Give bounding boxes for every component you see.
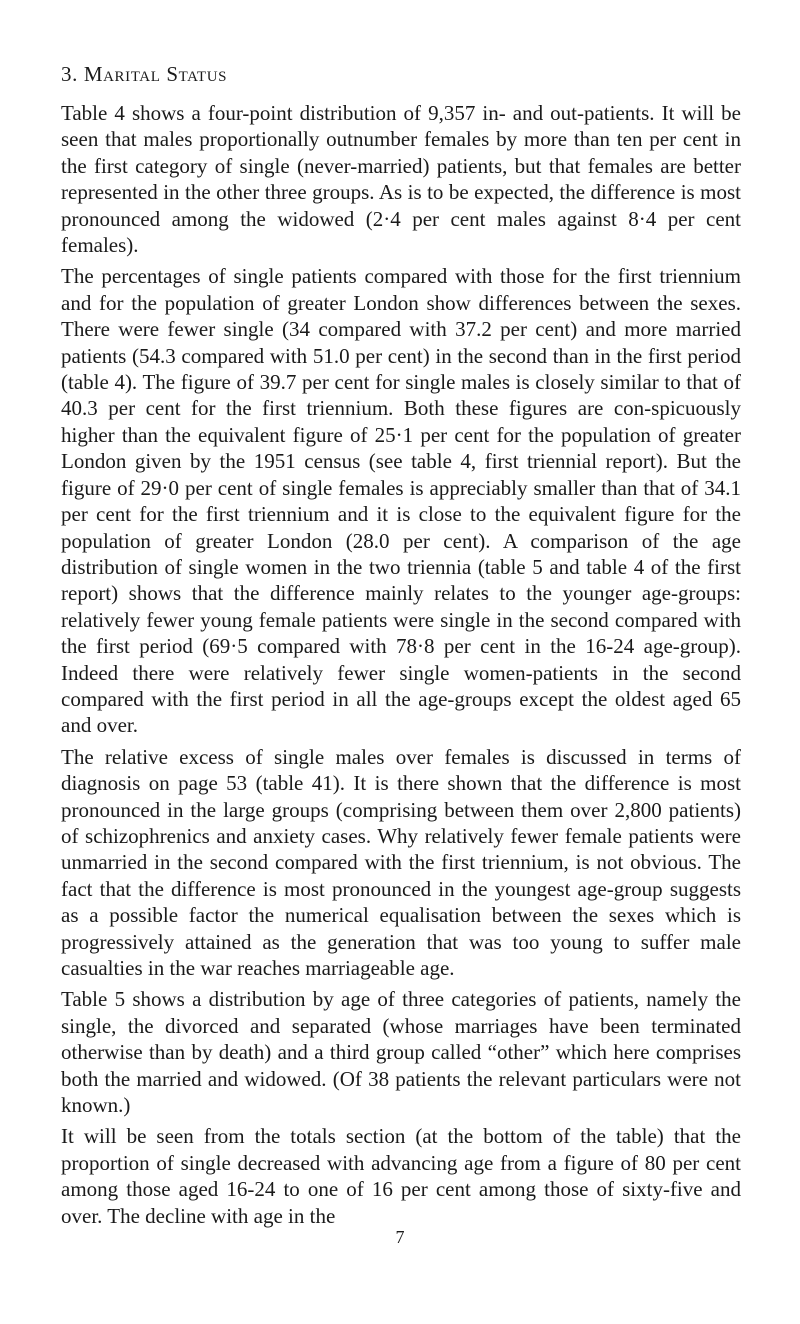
paragraph-excess-single-males: The relative excess of single males over females is discussed in terms of diagnosis on page 53 (table 41). It is there shown that the difference is most pronounced in the large groups (comprising between them over 2,800 patients) of schizophrenics and anxiety cases. Why relatively fewer female patients were unmarried in the second compared with the first triennium, is not obvious. The fact that the difference is most pronounced in the youngest age-group suggests as a possible factor the numerical equalisation between the sexes which is progressively attained as the generation that was too young to suffer male casualties in the war reaches marriageable age. [61,744,741,980]
paragraph-totals-section: It will be seen from the totals section (at the bottom of the table) that the proportion of single decreased with advancing age from a figure of 80 per cent among those aged 16-24 to one of 16 per cent among those of sixty-five and over. The decline with age in the [61,1124,741,1228]
page-number: 7 [395,1227,405,1247]
section-heading [61,62,741,86]
section-title: Marital Status [83,62,228,86]
paragraph-table4-distribution: Table 4 shows a four-point distribution of 9,357 in- and out-patients. It will be seen that males proportionally outnumber females by more than ten per cent in the first category of single (never-married) patients, but that females are better represented in the other three groups. As is to be expected, the difference is most pronounced among the widowed (2·4 per cent males against 8·4 per cent females). [61,101,741,258]
page-body [61,62,741,1234]
paragraph-table5-distribution: Table 5 shows a distribution by age of three categories of patients, namely the single, the divorced and separated (whose marriages have been terminated otherwise than by death) and a third group called “other” which here comprises both the married and widowed. (Of 38 patients the relevant particulars were not known.) [61,987,741,1118]
paragraph-single-percentages: The percentages of single patients compared with those for the first triennium and for the population of greater London show differences between the sexes. There were fewer single (34 compared with 37.2 per cent) and more married patients (54.3 compared with 51.0 per cent) in the second than in the first period (table 4). The figure of 39.7 per cent for single males is closely similar to that of 40.3 per cent for the first triennium. Both these figures are con-spicuously higher than the equivalent figure of 25·1 per cent for the population of greater London given by the 1951 census (see table 4, first triennial report). But the figure of 29·0 per cent of single females is appreciably smaller than that of 34.1 per cent for the first triennium and it is close to the equivalent figure for the population of greater London (28.0 per cent). A comparison of the age distribution of single women in the two triennia (table 5 and table 4 of the first report) shows that the difference mainly relates to the younger age-groups: relatively fewer young female patients were single in the second compared with the first period (69·5 compared with 78·8 per cent in the 16-24 age-group). Indeed there were relatively fewer single women-patients in the second compared with the first period in all the age-groups except the oldest aged 65 and over. [61,264,741,738]
section-number: 3. [61,62,78,86]
